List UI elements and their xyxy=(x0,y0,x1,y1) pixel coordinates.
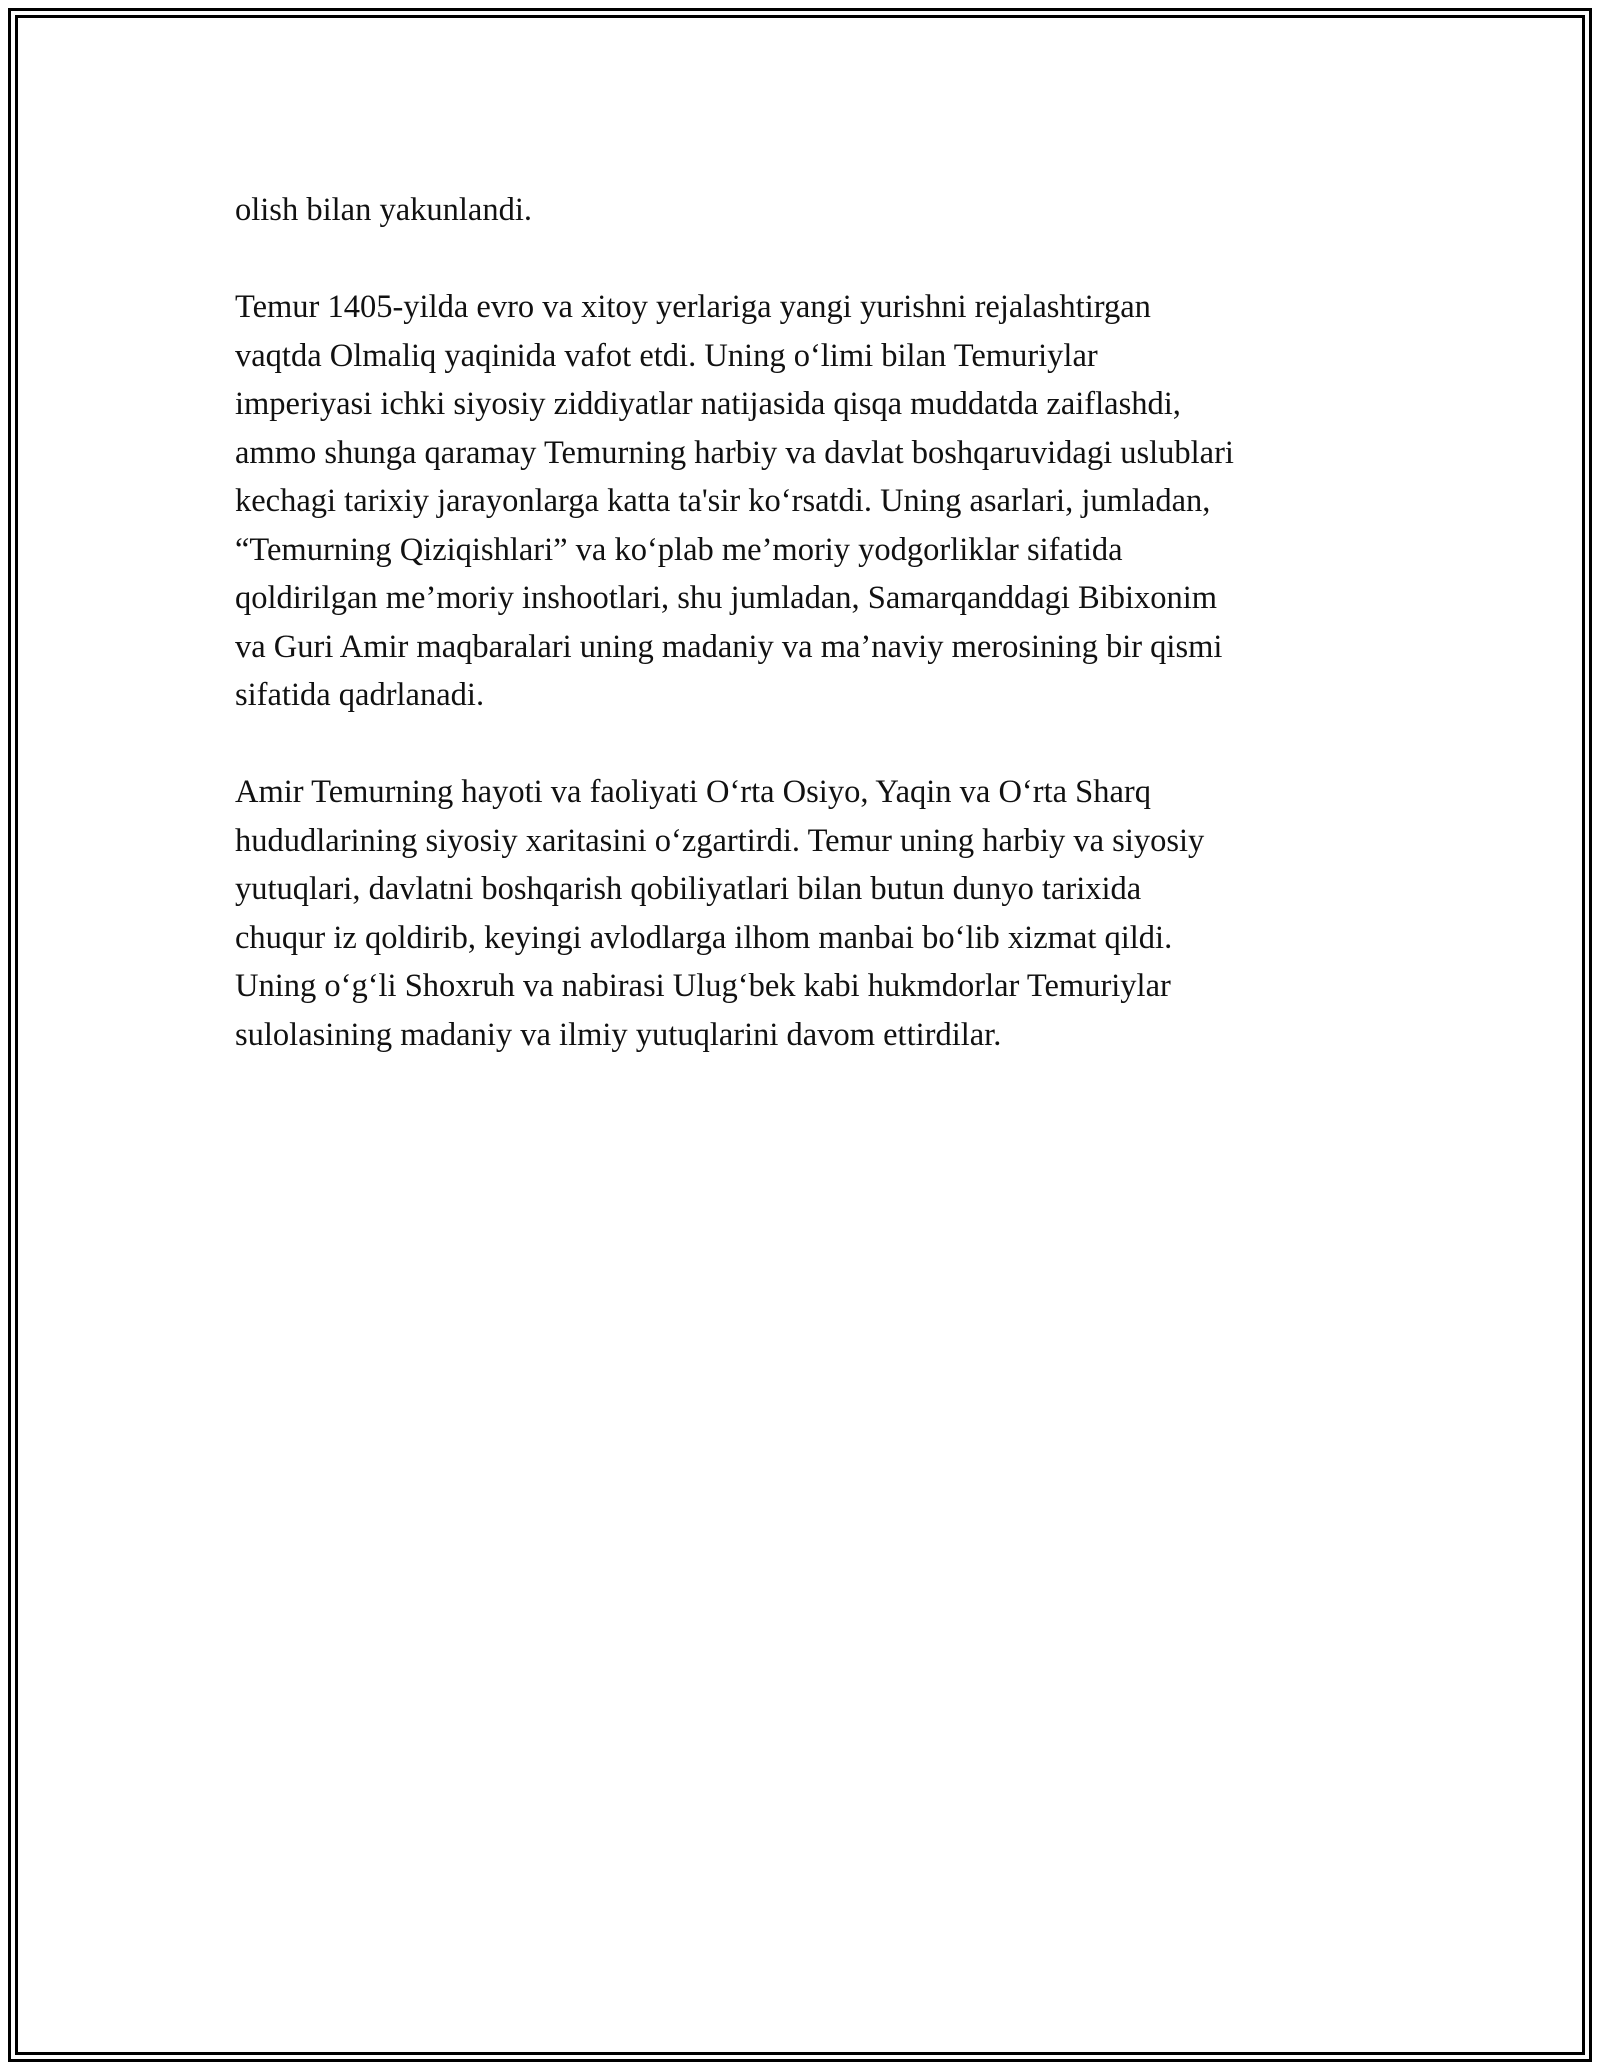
text-line: kechagi tarixiy jarayonlarga katta ta'sir ko‘rsatdi. Uning asarlari, jumladan, xyxy=(235,483,1211,519)
text-line: yutuqlari, davlatni boshqarish qobiliyatlari bilan butun dunyo tarixida xyxy=(235,871,1142,907)
text-line: “Temurning Qiziqishlari” va ko‘plab me’moriy yodgorliklar sifatida xyxy=(235,531,1123,568)
text-line: sifatida qadrlanadi. xyxy=(235,677,485,713)
text-line: qoldirilgan me’moriy inshootlari, shu jumladan, Samarqanddagi Bibixonim xyxy=(235,580,1218,616)
text-line: hududlarining siyosiy xaritasini o‘zgartirdi. Temur uning harbiy va siyosiy xyxy=(235,822,1205,859)
text-line: va Guri Amir maqbaralari uning madaniy va ma’naviy merosining bir qismi xyxy=(235,628,1223,665)
text-line: ammo shunga qaramay Temurning harbiy va davlat boshqaruvidagi uslublari xyxy=(235,434,1234,471)
paragraph-2 xyxy=(235,283,1385,720)
text-line: Temur 1405-yilda evro va xitoy yerlariga yangi yurishni rejalashtirgan xyxy=(235,289,1151,325)
text-line: olish bilan yakunlandi. xyxy=(235,192,532,228)
text-line: vaqtda Olmaliq yaqinida vafot etdi. Uning o‘limi bilan Temuriylar xyxy=(235,337,1098,374)
paragraph-1 xyxy=(235,186,1385,235)
paragraph-3 xyxy=(235,768,1385,1059)
document-body xyxy=(235,186,1385,1108)
text-line: chuqur iz qoldirib, keyingi avlodlarga ilhom manbai bo‘lib xizmat qildi. xyxy=(235,919,1173,956)
text-line: Uning o‘g‘li Shoxruh va nabirasi Ulug‘bek kabi hukmdorlar Temuriylar xyxy=(235,968,1171,1004)
text-line: imperiyasi ichki siyosiy ziddiyatlar natijasida qisqa muddatda zaiflashdi, xyxy=(235,386,1181,422)
text-line: sulolasining madaniy va ilmiy yutuqlarini davom ettirdilar. xyxy=(235,1016,1002,1053)
text-line: Amir Temurning hayoti va faoliyati O‘rta Osiyo, Yaqin va O‘rta Sharq xyxy=(235,774,1151,810)
